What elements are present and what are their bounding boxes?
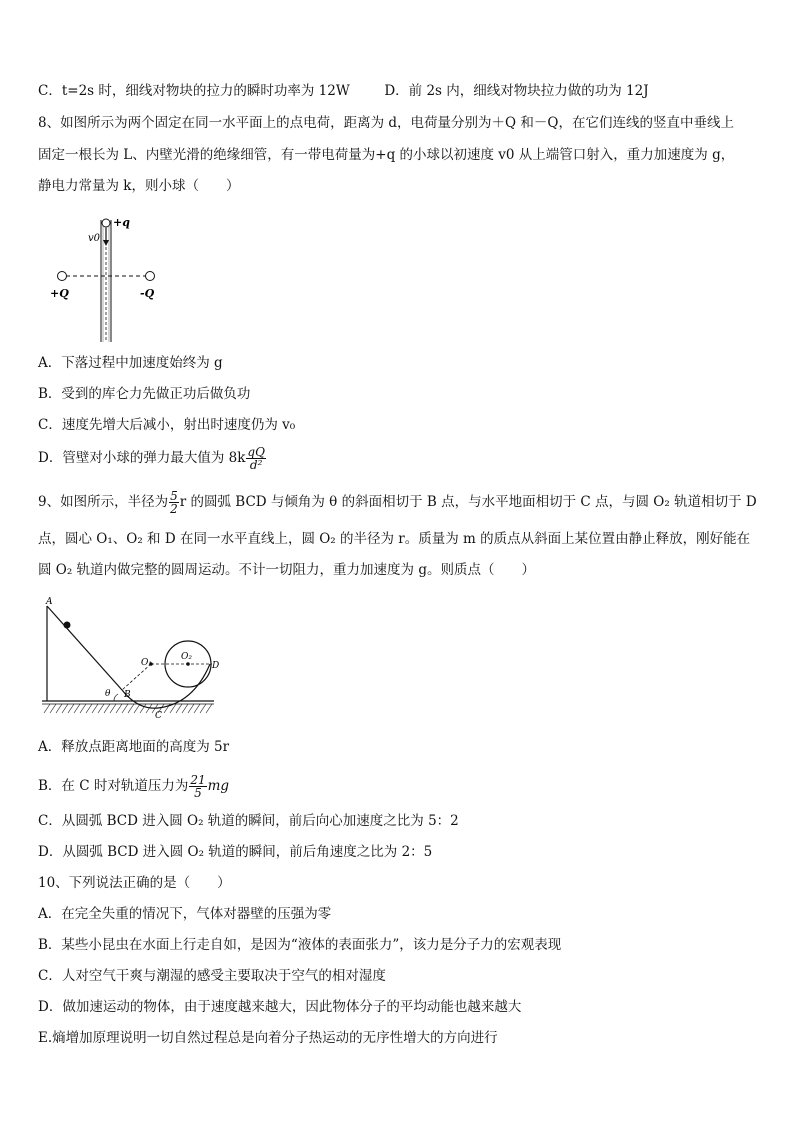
- q9-stem-line2: 点，圆心 O₁、O₂ 和 D 在同一水平直线上，圆 O₂ 的半径为 r。质量为 m 的质点从斜面上某位置由静止释放，刚好能在: [38, 531, 751, 547]
- q10-option-b: B．某些小昆虫在水面上行走自如，是因为“液体的表面张力”，该力是分子力的宏观表现: [38, 937, 562, 953]
- q9-b-den: 5: [194, 786, 202, 800]
- q8-option-d: [38, 446, 267, 471]
- q8-label-v0: v0: [88, 233, 101, 244]
- q9-label-o2: O₂: [181, 652, 192, 662]
- q8-option-d-fraction: [246, 446, 266, 471]
- q9-figure: [38, 592, 228, 722]
- q8-fraction-num: qQ: [247, 445, 265, 459]
- q8-fraction-den: d²: [249, 458, 263, 472]
- q8-label-q: +q: [113, 216, 130, 229]
- q8-option-b: B．受到的库仑力先做正功后做负功: [38, 386, 251, 402]
- q9-stem-line1-a: 9、如图所示，半径为: [38, 494, 169, 510]
- q10-option-a: A．在完全失重的情况下，气体对器壁的压强为零: [38, 906, 332, 922]
- q9-option-a: A．释放点距离地面的高度为 5r: [38, 739, 230, 755]
- q9-label-d: D: [212, 661, 220, 671]
- q9-stem-fraction: [169, 490, 179, 515]
- q9-label-a: A: [46, 597, 53, 607]
- q9-stem-line3: 圆 O₂ 轨道内做完整的圆周运动。不计一切阻力，重力加速度为 g。则质点（ ）: [38, 562, 535, 578]
- q8-option-d-text: D．管壁对小球的弹力最大值为 8k: [38, 450, 246, 466]
- q10-option-d: D．做加速运动的物体，由于速度越来越大，因此物体分子的平均动能也越来越大: [38, 999, 522, 1015]
- q9-b-num: 21: [190, 773, 206, 787]
- q10-option-e: E.熵增加原理说明一切自然过程总是向着分子热运动的无序性增大的方向进行: [38, 1030, 498, 1046]
- q8-stem-line3: 静电力常量为 k，则小球（ ）: [38, 178, 240, 194]
- q10-stem: 10、下列说法正确的是（ ）: [38, 875, 231, 891]
- q7-option-d: D．前 2s 内，细线对物块拉力做的功为 12J: [384, 83, 649, 99]
- q8-option-a: A．下落过程中加速度始终为 g: [38, 355, 223, 371]
- q8-stem-line2: 固定一根长为 L、内壁光滑的绝缘细管，有一带电荷量为+q 的小球以初速度 v0 从上端管口射入，重力加速度为 g，: [38, 147, 735, 163]
- q8-stem-line1: 8、如图所示为两个固定在同一水平面上的点电荷，距离为 d，电荷量分别为＋Q 和－Q，在它们连线的竖直中垂线上: [38, 115, 734, 131]
- q8-label-minus-q: -Q: [140, 287, 155, 300]
- q9-label-b: B: [124, 690, 131, 700]
- q9-option-b-suffix: mg: [207, 778, 230, 794]
- q9-label-theta: θ: [105, 689, 111, 699]
- q9-label-o1: O₁: [141, 658, 152, 668]
- q9-option-d: D．从圆弧 BCD 进入圆 O₂ 轨道的瞬间，前后角速度之比为 2：5: [38, 844, 433, 860]
- q9-option-b-fraction: [189, 774, 206, 799]
- q9-fraction-num: 5: [170, 489, 178, 503]
- q10-option-c: C．人对空气干爽与潮湿的感受主要取决于空气的相对湿度: [38, 968, 386, 984]
- q7-options-row: [38, 82, 649, 100]
- q9-option-c: C．从圆弧 BCD 进入圆 O₂ 轨道的瞬间，前后向心加速度之比为 5：2: [38, 813, 459, 829]
- q8-figure: [40, 210, 170, 350]
- q8-label-plus-q: +Q: [50, 287, 69, 300]
- q9-fraction-den: 2: [170, 502, 178, 516]
- q8-option-c: C．速度先增大后减小，射出时速度仍为 v₀: [38, 417, 296, 433]
- q9-label-c: C: [155, 711, 162, 721]
- q7-option-c: C．t=2s 时，细线对物块的拉力的瞬时功率为 12W: [38, 83, 350, 99]
- q9-stem-line1: [38, 490, 757, 515]
- q9-option-b: [38, 774, 229, 799]
- q9-stem-line1-b: r 的圆弧 BCD 与倾角为 θ 的斜面相切于 B 点，与水平地面相切于 C 点，与圆 O₂ 轨道相切于 D: [179, 494, 757, 510]
- q9-option-b-text: B．在 C 时对轨道压力为: [38, 778, 189, 794]
